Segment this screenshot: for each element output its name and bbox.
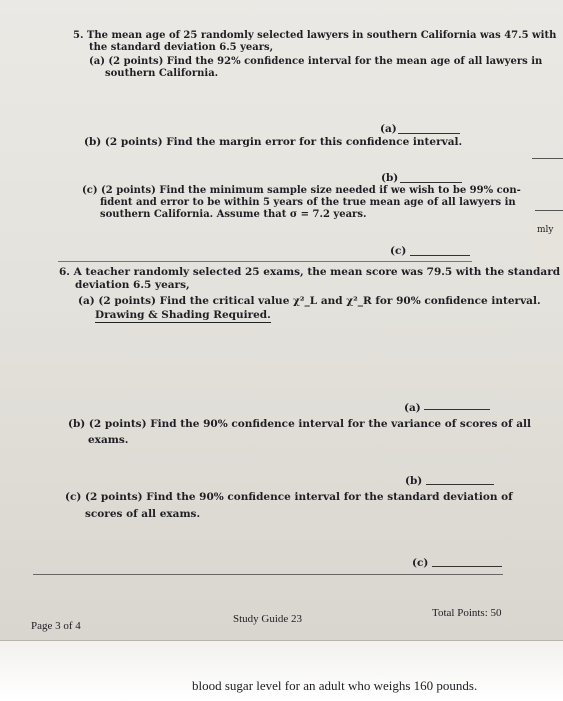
q6-a-line2: Drawing & Shading Required. — [95, 309, 271, 321]
q6-c-answer-label: (c) — [412, 557, 429, 569]
footer-total-points: Total Points: 50 — [432, 607, 502, 619]
q5-a-line1: (a) (2 points) Find the 92% confidence interval for the mean age of all lawyers in — [89, 56, 543, 67]
q5-c-line3: southern California. Assume that σ = 7.2 years. — [100, 209, 367, 220]
q5-a-answer-label: (a) — [380, 123, 397, 135]
q6-a-answer-label: (a) — [404, 402, 421, 414]
q5-a-answer-blank[interactable] — [398, 133, 460, 134]
footer-page-number: Page 3 of 4 — [31, 620, 81, 632]
q5-c-line2: fident and error to be within 5 years of the true mean age of all lawyers in — [100, 197, 516, 208]
q6-b-answer-blank[interactable] — [426, 484, 494, 485]
q5-c-answer-blank[interactable] — [410, 255, 470, 256]
q6-line2: deviation 6.5 years, — [75, 279, 190, 291]
q5-b-question: (b) (2 points) Find the margin error for this confidence interval. — [84, 136, 463, 148]
side-rule — [532, 158, 563, 159]
q6-c-answer-blank[interactable] — [432, 566, 502, 567]
underlying-page-edge — [533, 210, 563, 270]
q6-b-answer-label: (b) — [405, 475, 423, 487]
section-divider — [58, 261, 472, 262]
q5-a-line2: southern California. — [105, 68, 219, 79]
q6-a-answer-blank[interactable] — [424, 409, 490, 410]
q6-c-line2: scores of all exams. — [85, 508, 201, 520]
q5-line2: the standard deviation 6.5 years, — [89, 42, 274, 53]
q5-b-answer-blank[interactable] — [400, 182, 462, 183]
q6-a-line1: (a) (2 points) Find the critical value χ²_L and χ²_R for 90% confidence interval. — [78, 295, 541, 307]
next-page-text: blood sugar level for an adult who weighs 160 pounds. — [192, 678, 478, 693]
q6-line1: 6. A teacher randomly selected 25 exams, the mean score was 79.5 with the standard — [59, 266, 561, 278]
q6-c-line1: (c) (2 points) Find the 90% confidence interval for the standard deviation of — [65, 491, 513, 503]
peek-text: mly — [537, 225, 554, 235]
q6-b-line1: (b) (2 points) Find the 90% confidence interval for the variance of scores of all — [68, 418, 531, 430]
q6-b-line2: exams. — [88, 434, 129, 446]
q5-b-answer-label: (b) — [381, 172, 399, 184]
bottom-rule — [33, 574, 503, 575]
side-rule-2 — [535, 210, 563, 211]
q5-c-line1: (c) (2 points) Find the minimum sample size needed if we wish to be 99% con- — [82, 185, 521, 196]
q5-line1: 5. The mean age of 25 randomly selected lawyers in southern California was 47.5 with — [73, 30, 557, 41]
footer-study-guide: Study Guide 23 — [233, 613, 303, 625]
q5-c-answer-label: (c) — [390, 245, 407, 257]
